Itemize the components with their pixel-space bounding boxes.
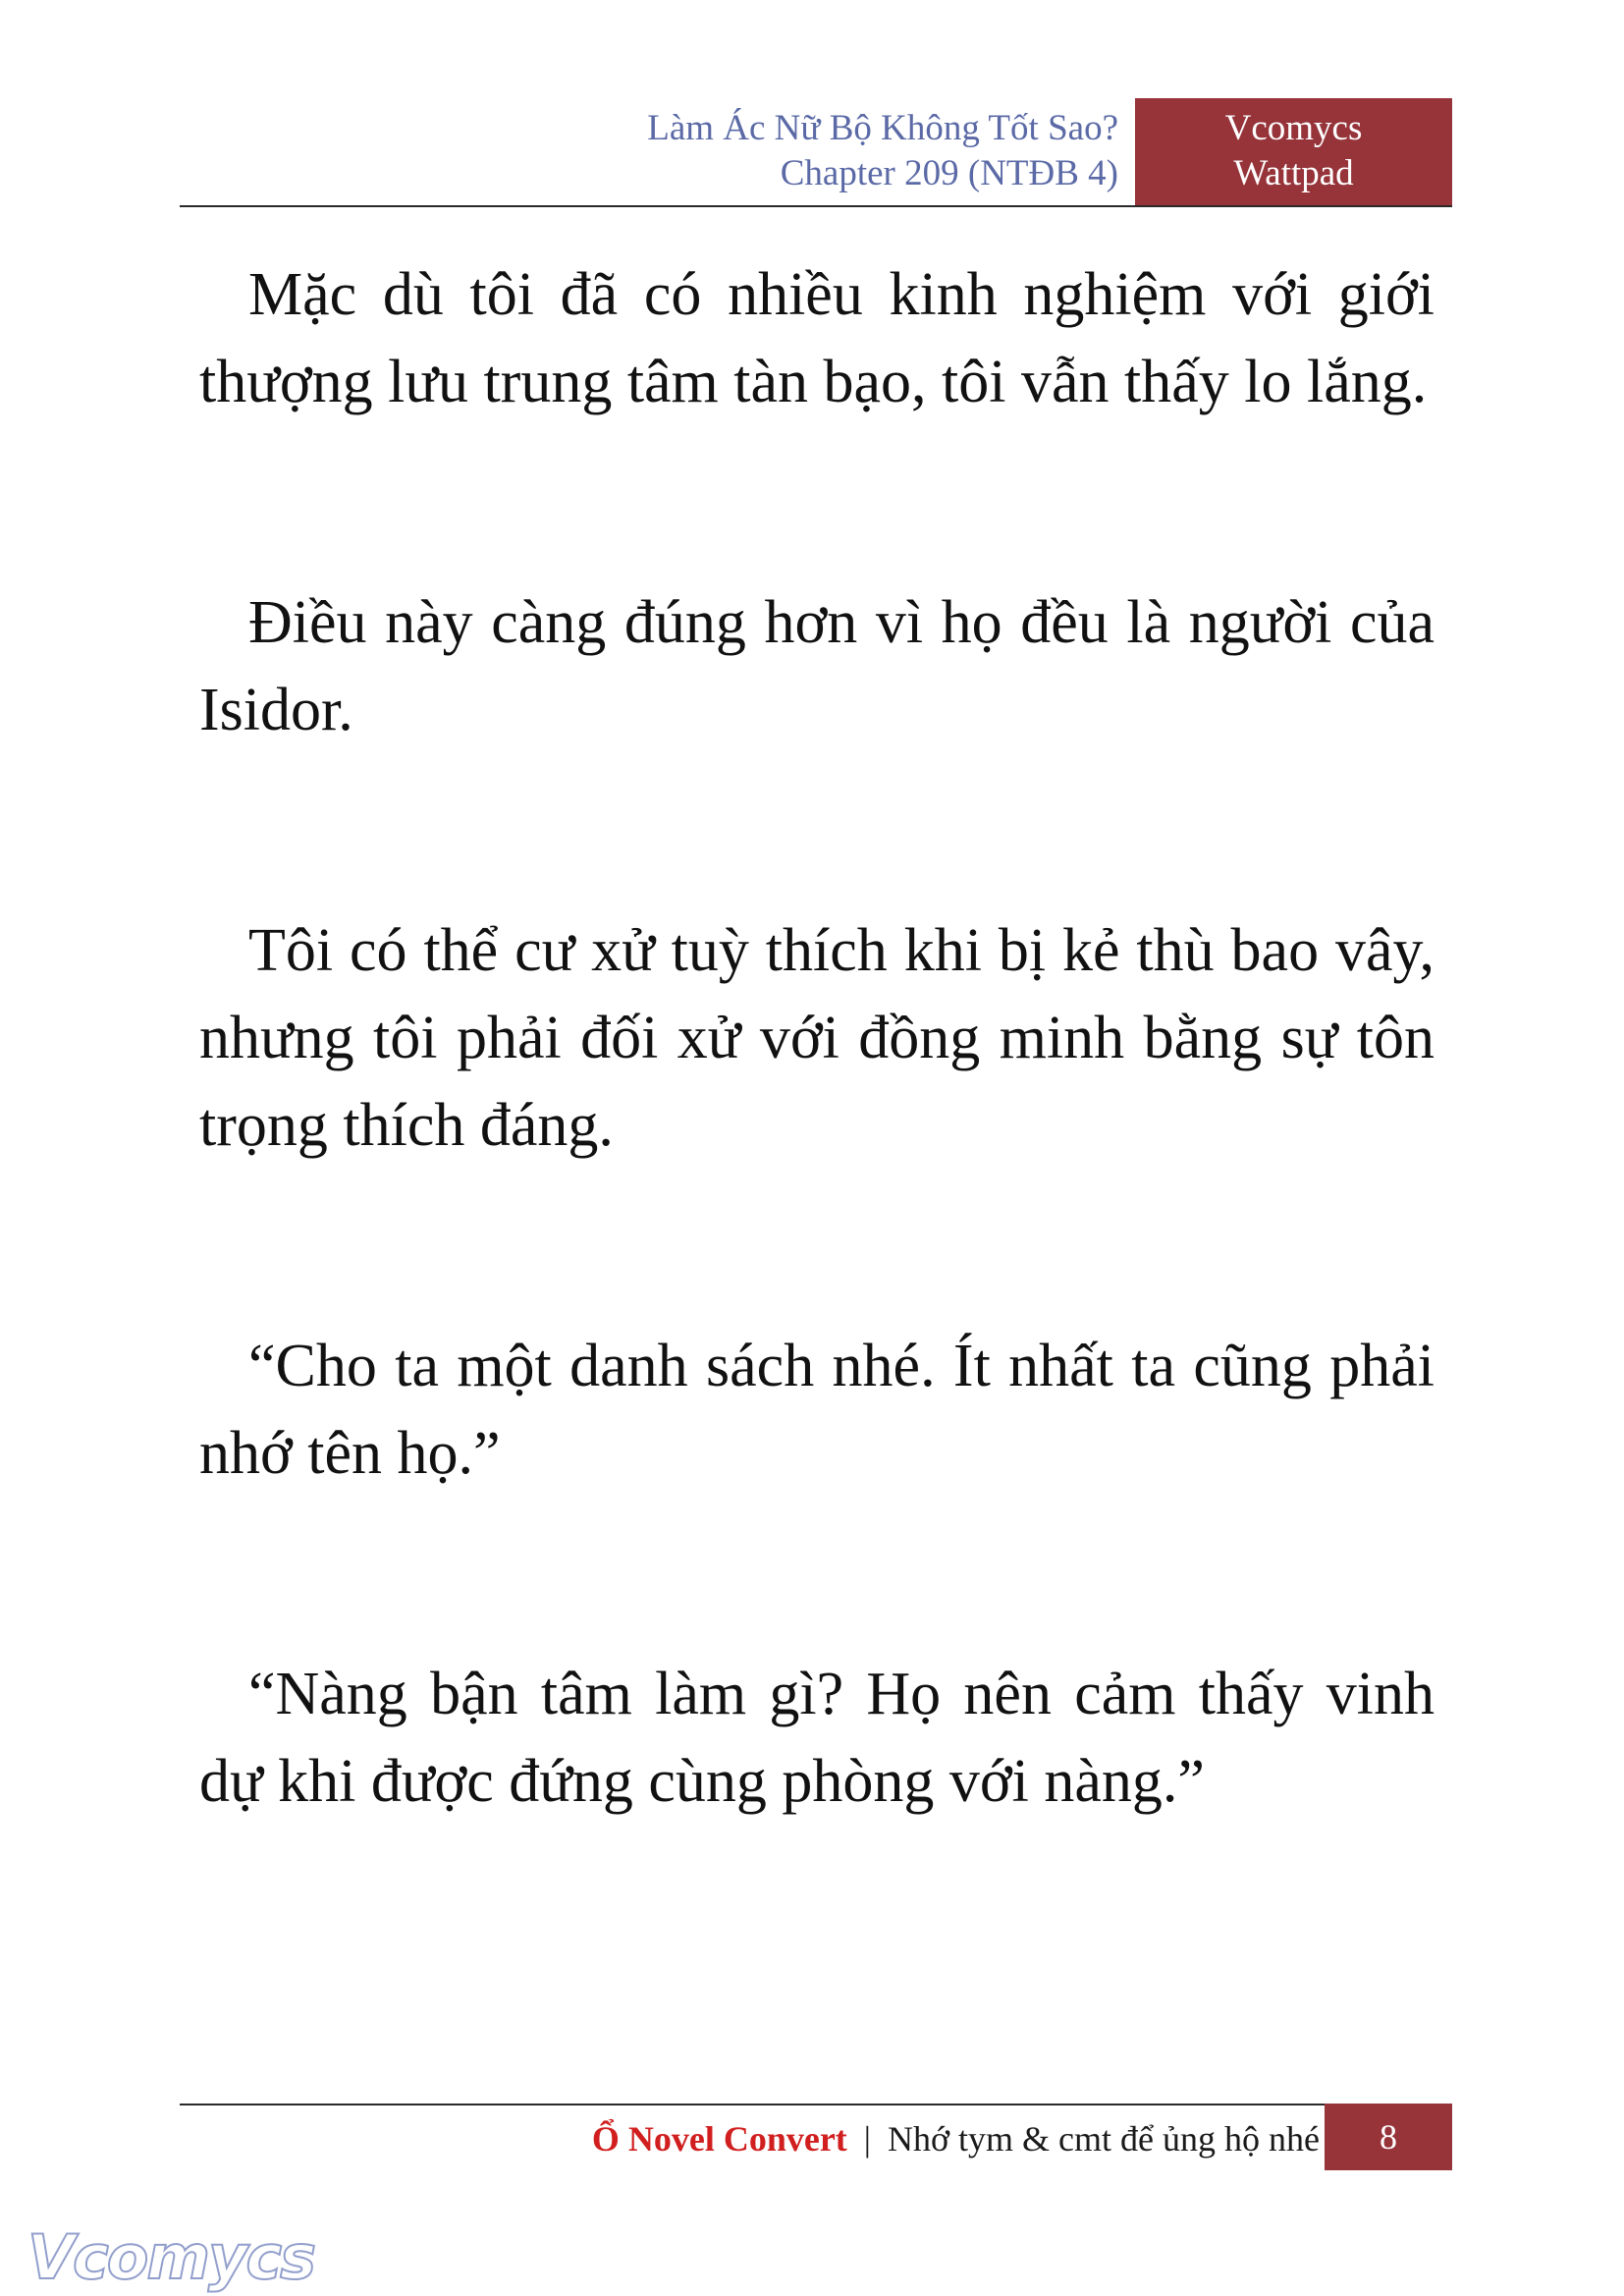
badge-site: Vcomycs bbox=[1224, 108, 1363, 148]
page-number: 8 bbox=[1325, 2104, 1452, 2170]
chapter-title: Chapter 209 (NTĐB 4) bbox=[780, 153, 1118, 193]
source-badge bbox=[1135, 98, 1452, 206]
footer-note bbox=[592, 2111, 1320, 2166]
paragraph: Mặc dù tôi đã có nhiều kinh nghiệm với giới thượng lưu trung tâm tàn bạo, tôi vẫn thấy lo lắng. bbox=[199, 261, 1435, 415]
chapter-body bbox=[199, 251, 1435, 1979]
footer-message: Nhớ tym & cmt để ủng hộ nhé bbox=[888, 2119, 1320, 2159]
paragraph: “Nàng bận tâm làm gì? Họ nên cảm thấy vinh dự khi được đứng cùng phòng với nàng.” bbox=[199, 1661, 1435, 1815]
book-title: Làm Ác Nữ Bộ Không Tốt Sao? bbox=[647, 108, 1118, 148]
footer-separator: | bbox=[863, 2119, 872, 2159]
page-footer bbox=[180, 2104, 1452, 2172]
paragraph: “Cho ta một danh sách nhé. Ít nhất ta cũng phải nhớ tên họ.” bbox=[199, 1333, 1435, 1487]
footer-brand: Ổ Novel Convert bbox=[591, 2119, 847, 2159]
header-divider bbox=[180, 205, 1452, 207]
vcomycs-logo: Vcomycs bbox=[27, 2221, 315, 2293]
header-title bbox=[647, 106, 1118, 196]
badge-platform: Wattpad bbox=[1233, 153, 1354, 193]
paragraph: Điều này càng đúng hơn vì họ đều là người của Isidor. bbox=[199, 589, 1435, 743]
paragraph: Tôi có thể cư xử tuỳ thích khi bị kẻ thù bao vây, nhưng tôi phải đối xử với đồng minh bằng sự tôn trọng thích đáng. bbox=[199, 917, 1435, 1159]
page-header bbox=[180, 98, 1452, 206]
footer-divider bbox=[180, 2104, 1452, 2105]
